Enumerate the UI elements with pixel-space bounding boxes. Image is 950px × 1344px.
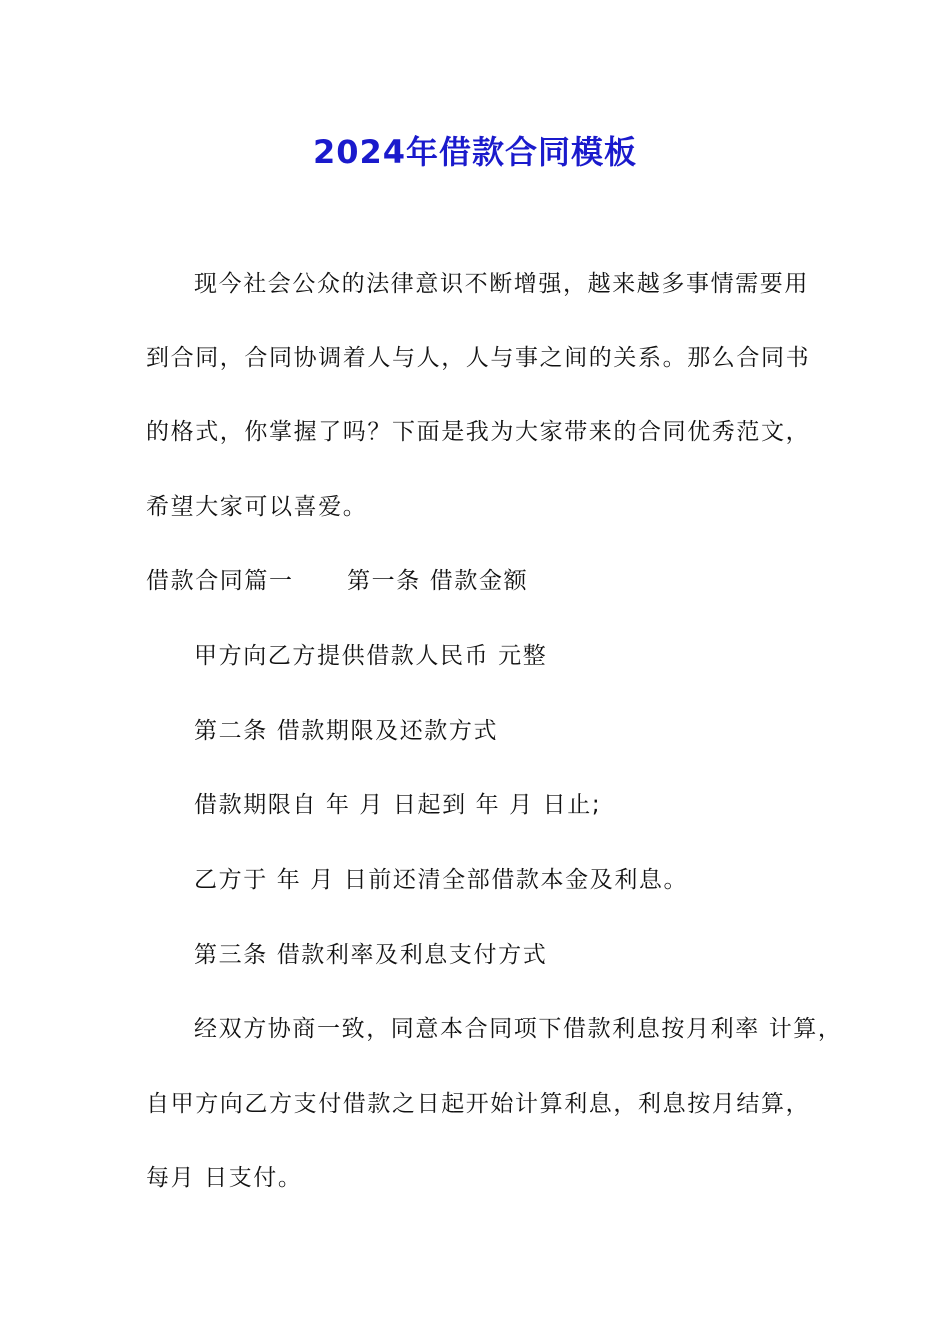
- paragraph-line: 每月 日支付。: [146, 1165, 303, 1191]
- paragraph-line: 希望大家可以喜爱。: [146, 494, 368, 520]
- paragraph-line: 乙方于 年 月 日前还清全部借款本金及利息。: [194, 867, 689, 893]
- paragraph-line: 现今社会公众的法律意识不断增强，越来越多事情需要用: [194, 271, 809, 297]
- clause-heading: 第三条 借款利率及利息支付方式: [194, 942, 548, 968]
- paragraph-line: 到合同，合同协调着人与人，人与事之间的关系。那么合同书: [146, 345, 811, 371]
- paragraph-line: 自甲方向乙方支付借款之日起开始计算利息，利息按月结算，: [146, 1091, 811, 1117]
- paragraph-line: 借款期限自 年 月 日起到 年 月 日止;: [194, 792, 602, 818]
- document-title: 2024年借款合同模板: [312, 133, 638, 171]
- paragraph-line: 经双方协商一致，同意本合同项下借款利息按月利率 计算，: [194, 1016, 843, 1042]
- paragraph-line: 甲方向乙方提供借款人民币 元整: [194, 643, 548, 669]
- paragraph-line: 的格式，你掌握了吗？下面是我为大家带来的合同优秀范文，: [146, 419, 811, 445]
- clause-heading: 第二条 借款期限及还款方式: [194, 718, 499, 744]
- section-heading-line: 借款合同篇一 第一条 借款金额: [146, 568, 529, 594]
